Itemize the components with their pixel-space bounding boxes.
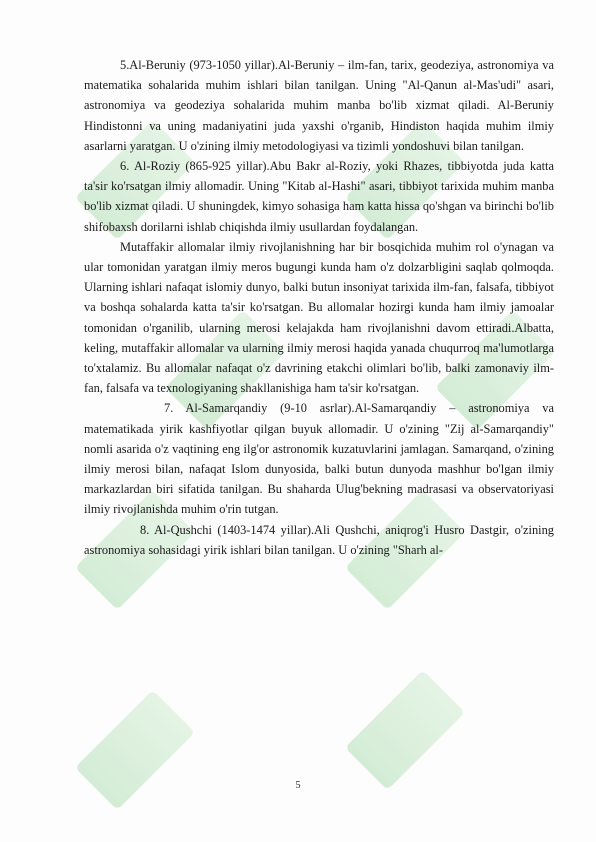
watermark-logo (75, 690, 195, 810)
body-text (84, 55, 554, 560)
page-number: 5 (295, 780, 301, 791)
paragraph-al-beruniy: 5.Al-Beruniy (973-1050 yillar).Al-Beruniy – ilm-fan, tarix, geodeziya, astronomiya va matematika sohalarida muhim ishlari bilan tanilgan. Uning "Al-Qanun al-Mas'udi" asari, astronomiya va geodeziya sohalarida muhim manba bo'lib xizmat qiladi. Al-Beruniy Hindistonni va uning madaniyatini juda yaxshi o'rganib, Hindiston haqida muhim ilmiy asarlarni yaratgan. U o'zining ilmiy metodologiyasi va tizimli yondoshuvi bilan tanilgan. (84, 58, 554, 153)
paragraph-al-qushchi: 8. Al-Qushchi (1403-1474 yillar).Ali Qushchi, aniqrog'i Husro Dastgir, o'zining astronomiya sohasidagi yirik ishlari bilan tanilgan. U o'zining "Sharh al- (84, 522, 554, 557)
watermark-logo (345, 670, 465, 790)
paragraph-mutaffakir-allomalar: Mutaffakir allomalar ilmiy rivojlanishning har bir bosqichida muhim rol o'ynagan va ular tomonidan yaratgan ilmiy meros bugungi kunda ham o'z dolzarbligini saqlab qolmoqda. Ularning ishlari nafaqat islomiy dunyo, balki butun insoniyat tarixida ilm-fan, falsafa, tibbiyot va boshqa sohalarda katta ta'sir ko'rsatgan. Bu allomalar hozirgi kunda ham ilmiy jamoalar tomonidan o'rganilib, ularning merosi kelajakda ham rivojlanishni davom ettiradi.Albatta, keling, mutaffakir allomalar va ularning ilmiy merosi haqida yanada chuqurroq ma'lumotlarga to'xtalamiz. Bu allomalar nafaqat o'z davrining etakchi olimlari bo'lib, balki zamonaviy ilm-fan, falsafa va texnologiyaning shakllanishiga ham ta'sir ko'rsatgan. (84, 239, 554, 396)
paragraph-al-roziy: 6. Al-Roziy (865-925 yillar).Abu Bakr al-Roziy, yoki Rhazes, tibbiyotda juda katta ta'sir ko'rsatgan ilmiy allomadir. Uning "Kitab al-Hashi" asari, tibbiyot tarixida muhim manba bo'lib xizmat qiladi. U shuningdek, kimyo sohasiga ham katta hissa qo'shgan va birinchi bo'lib shifobaxsh dorilarni ishlab chiqishda ilmiy usullardan foydalangan. (84, 159, 554, 234)
paragraph-al-samarqandiy: 7. Al-Samarqandiy (9-10 asrlar).Al-Samarqandiy – astronomiya va matematikada yirik kashfiyotlar qilgan buyuk allomadir. U o'zining "Zij al-Samarqandiy" nomli asarida o'z vaqtining eng ilg'or astronomik kuzatuvlarini jamlagan. Samarqand, o'zining ilmiy merosi bilan, nafaqat Islom dunyosida, balki butun dunyoda mashhur bo'lgan ilmiy markazlardan biri sifatida tanilgan. Bu shaharda Ulug'bekning madrasasi va observatoriyasi ilmiy rivojlanishda muhim o'rin tutgan. (84, 401, 554, 517)
